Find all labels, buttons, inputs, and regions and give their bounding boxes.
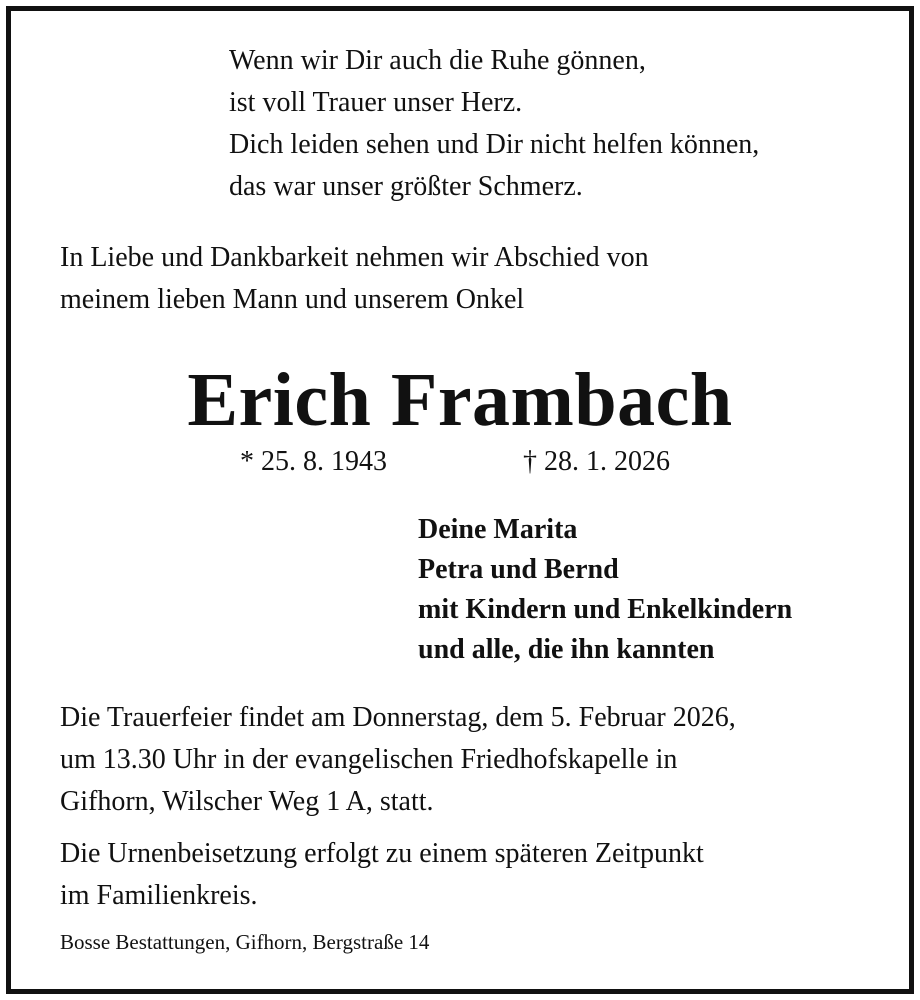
urn-line: im Familienkreis. <box>60 880 258 911</box>
service-line: um 13.30 Uhr in der evangelischen Friedhofskapelle in <box>60 744 678 775</box>
urn-burial-info <box>60 833 704 917</box>
poem-line: das war unser größter Schmerz. <box>229 171 583 202</box>
service-line: Die Trauerfeier findet am Donnerstag, dem 5. Februar 2026, <box>60 702 736 733</box>
urn-line: Die Urnenbeisetzung erfolgt zu einem späteren Zeitpunkt <box>60 838 704 869</box>
intro-line: meinem lieben Mann und unserem Onkel <box>60 284 525 315</box>
birth-date: * 25. 8. 1943 <box>240 446 387 477</box>
service-line: Gifhorn, Wilscher Weg 1 A, statt. <box>60 786 434 817</box>
intro-line: In Liebe und Dankbarkeit nehmen wir Abschied von <box>60 242 649 273</box>
mourner-line: und alle, die ihn kannten <box>418 634 715 665</box>
poem-line: ist voll Trauer unser Herz. <box>229 87 523 118</box>
mourner-line: mit Kindern und Enkelkindern <box>418 594 793 625</box>
deceased-name: Erich Frambach <box>187 358 733 442</box>
death-date: † 28. 1. 2026 <box>523 446 670 477</box>
poem-line: Dich leiden sehen und Dir nicht helfen können, <box>229 129 760 160</box>
mourners-list <box>418 510 792 670</box>
farewell-intro <box>60 237 649 321</box>
undertaker-credit: Bosse Bestattungen, Gifhorn, Bergstraße 14 <box>60 930 430 954</box>
funeral-service-info <box>60 697 736 823</box>
mourner-line: Deine Marita <box>418 514 578 545</box>
memorial-poem <box>229 40 759 208</box>
poem-line: Wenn wir Dir auch die Ruhe gönnen, <box>229 45 646 76</box>
mourner-line: Petra und Bernd <box>418 554 619 585</box>
